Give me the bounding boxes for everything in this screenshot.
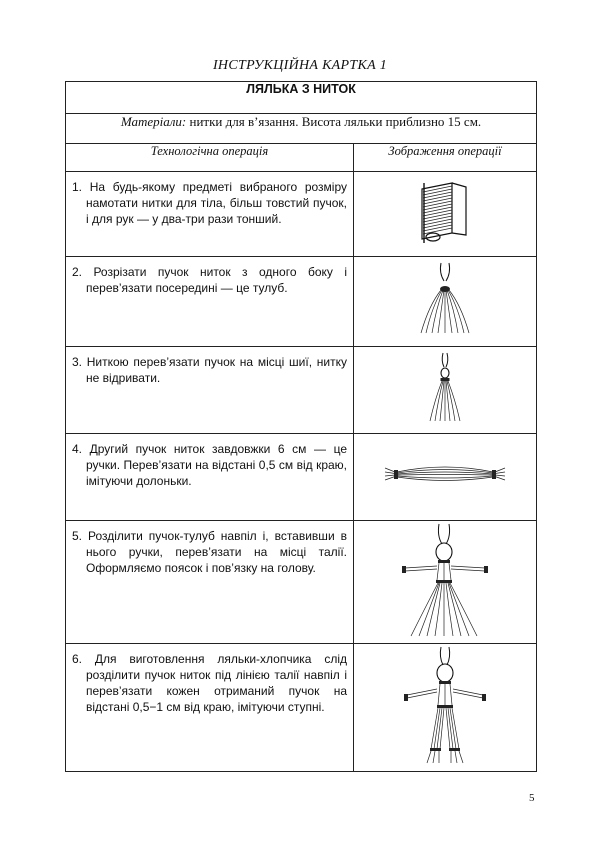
- step-image-cell: [354, 644, 537, 772]
- materials-cell: [66, 114, 537, 144]
- step-text-cell: [66, 172, 354, 257]
- column-header-operation: Технологічна операція: [66, 144, 354, 172]
- materials-label: Матеріали:: [120, 114, 187, 129]
- materials-row: [66, 114, 537, 144]
- step-text-cell: [66, 521, 354, 644]
- step-image-cell: [354, 257, 537, 347]
- step-text: 5. Розділити пучок-тулуб навпіл і, вставивши в нього ручки, перев’язати на місці талії. Оформляємо поясок і пов’язку на голову.: [72, 529, 347, 575]
- instruction-table: [65, 81, 537, 772]
- thread-winding-icon: [410, 177, 480, 247]
- step-row: [66, 172, 537, 257]
- doll-title-row: [66, 82, 537, 114]
- step-text-cell: [66, 347, 354, 434]
- step-text: 2. Розрізати пучок ниток з одного боку і перев’язати посередині — це тулуб.: [72, 265, 347, 295]
- step-text: 3. Ниткою перев’язати пучок на місці шиї, нитку не відривати.: [72, 355, 347, 385]
- materials-text: нитки для в’язання. Висота ляльки приблизно 15 см.: [186, 114, 482, 129]
- step-image-cell: [354, 172, 537, 257]
- doll-boy-icon: [397, 645, 493, 765]
- step-image-cell: [354, 521, 537, 644]
- step-image-cell: [354, 434, 537, 521]
- doll-title: ЛЯЛЬКА З НИТОК: [66, 82, 537, 114]
- tied-bundle-icon: [417, 259, 473, 339]
- arms-bundle-icon: [383, 460, 507, 490]
- page-number: 5: [529, 792, 535, 804]
- step-row: [66, 521, 537, 644]
- step-text-cell: [66, 257, 354, 347]
- column-header-image: Зображення операції: [354, 144, 537, 172]
- step-text: 1. На будь-якому предметі вибраного розміру намотати нитки для тіла, більш товстий пучок, і для рук — у два-три рази тонший.: [72, 180, 347, 226]
- step-row: [66, 347, 537, 434]
- neck-tie-icon: [425, 351, 465, 425]
- card-title: ІНСТРУКЦІЙНА КАРТКА 1: [212, 58, 388, 73]
- header-row: [66, 144, 537, 172]
- step-text-cell: [66, 644, 354, 772]
- step-image-cell: [354, 347, 537, 434]
- step-text: 6. Для виготовлення ляльки-хлопчика слід розділити пучок ниток під лінією талії навпіл і перев’язати кожен отриманий пучок на відстані 0,5−1 см від краю, імітуючи ступні.: [72, 652, 347, 714]
- step-row: [66, 644, 537, 772]
- step-row: [66, 257, 537, 347]
- step-text-cell: [66, 434, 354, 521]
- doll-dress-icon: [397, 522, 493, 638]
- step-row: [66, 434, 537, 521]
- step-text: 4. Другий пучок ниток завдовжки 6 см — це ручки. Перев’язати на відстані 0,5 см від краю, імітуючи долоньки.: [72, 442, 347, 488]
